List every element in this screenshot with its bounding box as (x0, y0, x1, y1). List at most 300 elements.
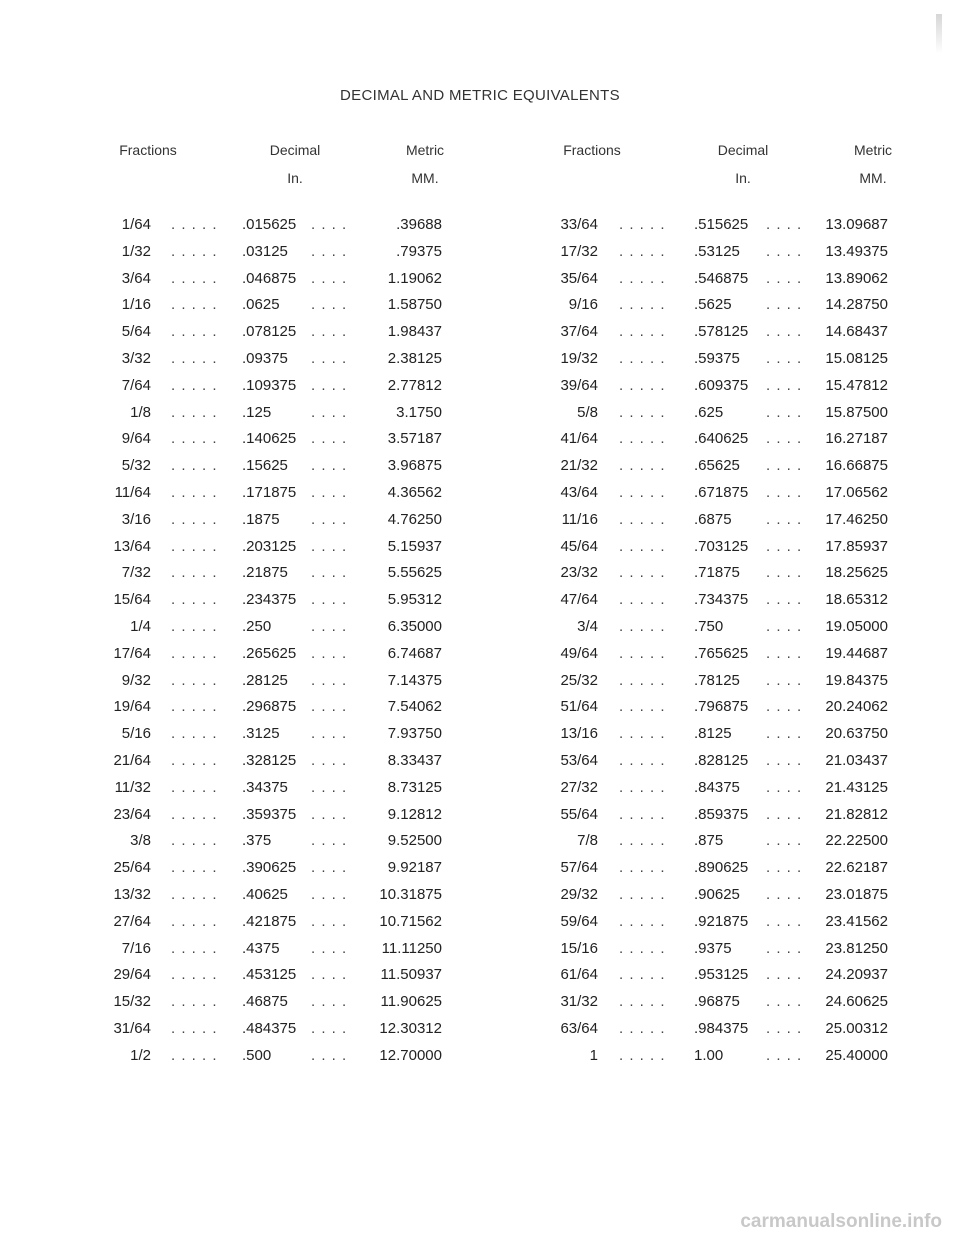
decimal-value: .4375 (242, 939, 280, 957)
table-row (0, 538, 960, 565)
equivalents-table-right (0, 216, 960, 1074)
table-row (0, 832, 960, 859)
leader-dots: . . . . . (619, 430, 666, 448)
fraction-value: 9/64 (121, 430, 151, 448)
leader-dots: . . . . (311, 832, 348, 850)
leader-dots: . . . . . (171, 403, 218, 421)
metric-value: 8.33437 (387, 751, 442, 769)
leader-dots: . . . . . (171, 725, 218, 743)
leader-dots: . . . . (766, 778, 803, 796)
table-row (0, 672, 960, 699)
leader-dots: . . . . (311, 403, 348, 421)
table-row (0, 323, 960, 350)
metric-value: 12.30312 (379, 1019, 442, 1037)
decimal-value: .3125 (242, 725, 280, 743)
leader-dots: . . . . (311, 269, 348, 287)
metric-value: 3.1750 (396, 403, 442, 421)
fraction-value: 13/64 (113, 537, 151, 555)
fraction-value: 57/64 (560, 859, 598, 877)
metric-value: 21.82812 (825, 805, 888, 823)
table-row (0, 377, 960, 404)
table-row (0, 725, 960, 752)
fraction-value: 5/16 (121, 725, 151, 743)
leader-dots: . . . . (311, 510, 348, 528)
leader-dots: . . . . . (619, 296, 666, 314)
metric-value: 6.35000 (387, 617, 442, 635)
fraction-value: 17/32 (560, 242, 598, 260)
metric-value: 13.09687 (825, 216, 888, 233)
leader-dots: . . . . (311, 993, 348, 1011)
metric-value: 13.49375 (825, 242, 888, 260)
fraction-value: 31/32 (560, 993, 598, 1011)
leader-dots: . . . . . (619, 216, 666, 233)
fraction-value: 17/64 (113, 644, 151, 662)
leader-dots: . . . . . (619, 323, 666, 341)
fraction-value: 1 (589, 1046, 598, 1064)
leader-dots: . . . . . (171, 859, 218, 877)
leader-dots: . . . . . (619, 564, 666, 582)
fraction-value: 1/8 (130, 403, 151, 421)
leader-dots: . . . . . (171, 778, 218, 796)
header-decimal-unit-right: In. (735, 170, 751, 186)
metric-value: 4.76250 (387, 510, 442, 528)
leader-dots: . . . . (311, 644, 348, 662)
fraction-value: 7/8 (577, 832, 598, 850)
table-row (0, 350, 960, 377)
leader-dots: . . . . (311, 242, 348, 260)
metric-value: 15.08125 (825, 349, 888, 367)
decimal-value: .15625 (242, 457, 288, 475)
decimal-value: .734375 (694, 591, 749, 609)
fraction-value: 7/16 (121, 939, 151, 957)
fraction-value: 1/4 (130, 617, 151, 635)
decimal-value: .21875 (242, 564, 288, 582)
metric-value: 3.57187 (387, 430, 442, 448)
leader-dots: . . . . (766, 725, 803, 743)
page-title: DECIMAL AND METRIC EQUIVALENTS (340, 87, 620, 104)
leader-dots: . . . . (766, 269, 803, 287)
fraction-value: 21/32 (560, 457, 598, 475)
header-metric-unit-left: MM. (411, 170, 439, 186)
decimal-value: .953125 (694, 966, 749, 984)
leader-dots: . . . . (311, 537, 348, 555)
leader-dots: . . . . . (171, 242, 218, 260)
leader-dots: . . . . . (619, 591, 666, 609)
leader-dots: . . . . (766, 885, 803, 903)
decimal-value: .546875 (694, 269, 749, 287)
table-row (0, 698, 960, 725)
fraction-value: 3/8 (130, 832, 151, 850)
decimal-value: .640625 (694, 430, 749, 448)
fraction-value: 39/64 (560, 376, 598, 394)
metric-value: 15.47812 (825, 376, 888, 394)
fraction-value: 11/64 (114, 483, 151, 501)
fraction-value: 33/64 (560, 216, 598, 233)
decimal-value: .78125 (694, 671, 740, 689)
metric-value: 19.84375 (825, 671, 888, 689)
fraction-value: 15/16 (560, 939, 598, 957)
leader-dots: . . . . (766, 1046, 803, 1064)
leader-dots: . . . . (311, 671, 348, 689)
leader-dots: . . . . . (171, 537, 218, 555)
header-fractions-left: Fractions (119, 142, 177, 158)
fraction-value: 31/64 (113, 1019, 151, 1037)
decimal-value: .90625 (694, 885, 740, 903)
leader-dots: . . . . (766, 349, 803, 367)
leader-dots: . . . . . (171, 805, 218, 823)
metric-value: 4.36562 (387, 483, 442, 501)
decimal-value: .250 (242, 617, 272, 635)
leader-dots: . . . . (766, 698, 803, 716)
decimal-value: .921875 (694, 912, 749, 930)
metric-value: 9.92187 (387, 859, 442, 877)
table-row (0, 940, 960, 967)
decimal-value: .625 (694, 403, 724, 421)
table-row (0, 913, 960, 940)
fraction-value: 61/64 (560, 966, 598, 984)
leader-dots: . . . . . (619, 805, 666, 823)
leader-dots: . . . . . (619, 778, 666, 796)
metric-value: 11.11250 (381, 939, 442, 957)
metric-value: 5.55625 (387, 564, 442, 582)
leader-dots: . . . . (311, 323, 348, 341)
decimal-value: .703125 (694, 537, 749, 555)
leader-dots: . . . . (311, 751, 348, 769)
metric-value: 1.19062 (387, 269, 442, 287)
metric-value: 15.87500 (825, 403, 888, 421)
leader-dots: . . . . (311, 591, 348, 609)
metric-value: 7.14375 (387, 671, 442, 689)
leader-dots: . . . . (766, 376, 803, 394)
decimal-value: .375 (242, 832, 272, 850)
metric-value: 14.28750 (825, 296, 888, 314)
metric-value: 19.05000 (825, 617, 888, 635)
leader-dots: . . . . . (619, 376, 666, 394)
decimal-value: .359375 (242, 805, 297, 823)
decimal-value: .828125 (694, 751, 749, 769)
table-row (0, 430, 960, 457)
leader-dots: . . . . . (171, 296, 218, 314)
fraction-value: 63/64 (560, 1019, 598, 1037)
decimal-value: .515625 (694, 216, 749, 233)
fraction-value: 1/2 (130, 1046, 151, 1064)
leader-dots: . . . . (311, 966, 348, 984)
metric-value: 16.66875 (825, 457, 888, 475)
fraction-value: 9/16 (568, 296, 598, 314)
fraction-value: 25/32 (560, 671, 598, 689)
table-row (0, 993, 960, 1020)
fraction-value: 3/16 (121, 510, 151, 528)
decimal-value: .453125 (242, 966, 297, 984)
decimal-value: .71875 (694, 564, 740, 582)
leader-dots: . . . . . (619, 483, 666, 501)
metric-value: 11.50937 (380, 966, 442, 984)
leader-dots: . . . . . (619, 349, 666, 367)
decimal-value: .796875 (694, 698, 749, 716)
fraction-value: 27/64 (113, 912, 151, 930)
fraction-value: 55/64 (560, 805, 598, 823)
leader-dots: . . . . . (171, 430, 218, 448)
fraction-value: 7/32 (121, 564, 151, 582)
metric-value: 18.65312 (825, 591, 888, 609)
decimal-value: .1875 (242, 510, 280, 528)
metric-value: 7.54062 (387, 698, 442, 716)
fraction-value: 3/32 (121, 349, 151, 367)
decimal-value: .09375 (242, 349, 288, 367)
leader-dots: . . . . (766, 457, 803, 475)
header-decimal-right: Decimal (717, 142, 769, 158)
leader-dots: . . . . . (619, 1019, 666, 1037)
fraction-value: 53/64 (560, 751, 598, 769)
leader-dots: . . . . (311, 617, 348, 635)
decimal-value: .484375 (242, 1019, 297, 1037)
leader-dots: . . . . . (171, 457, 218, 475)
leader-dots: . . . . . (619, 751, 666, 769)
decimal-value: .65625 (694, 457, 740, 475)
fraction-value: 5/32 (121, 457, 151, 475)
metric-value: 20.24062 (825, 698, 888, 716)
metric-value: 8.73125 (387, 778, 442, 796)
leader-dots: . . . . . (171, 885, 218, 903)
decimal-value: 1.00 (694, 1046, 724, 1064)
leader-dots: . . . . (311, 778, 348, 796)
leader-dots: . . . . (311, 1046, 348, 1064)
fraction-value: 9/32 (121, 671, 151, 689)
table-row (0, 1047, 960, 1074)
fraction-value: 19/64 (113, 698, 151, 716)
metric-value: 5.15937 (387, 537, 442, 555)
leader-dots: . . . . . (171, 751, 218, 769)
leader-dots: . . . . (766, 832, 803, 850)
table-row (0, 484, 960, 511)
table-row (0, 243, 960, 270)
leader-dots: . . . . (766, 510, 803, 528)
decimal-value: .03125 (242, 242, 288, 260)
decimal-value: .234375 (242, 591, 297, 609)
leader-dots: . . . . (766, 430, 803, 448)
leader-dots: . . . . (311, 698, 348, 716)
leader-dots: . . . . . (171, 483, 218, 501)
fraction-value: 29/64 (113, 966, 151, 984)
metric-value: 21.03437 (825, 751, 888, 769)
fraction-value: 21/64 (113, 751, 151, 769)
leader-dots: . . . . (311, 483, 348, 501)
leader-dots: . . . . (766, 671, 803, 689)
leader-dots: . . . . . (619, 617, 666, 635)
decimal-value: .140625 (242, 430, 297, 448)
decimal-value: .765625 (694, 644, 749, 662)
metric-value: 24.60625 (825, 993, 888, 1011)
decimal-value: .421875 (242, 912, 297, 930)
decimal-value: .96875 (694, 993, 740, 1011)
leader-dots: . . . . . (171, 698, 218, 716)
header-metric-right: Metric (853, 142, 893, 158)
leader-dots: . . . . (766, 537, 803, 555)
fraction-value: 1/16 (121, 296, 151, 314)
leader-dots: . . . . (766, 216, 803, 233)
leader-dots: . . . . . (619, 859, 666, 877)
decimal-value: .750 (694, 617, 724, 635)
metric-value: 9.52500 (387, 832, 442, 850)
leader-dots: . . . . . (171, 617, 218, 635)
decimal-value: .171875 (242, 483, 297, 501)
table-row (0, 779, 960, 806)
fraction-value: 59/64 (560, 912, 598, 930)
metric-value: 16.27187 (825, 430, 888, 448)
fraction-value: 3/4 (577, 617, 598, 635)
metric-value: 22.62187 (825, 859, 888, 877)
leader-dots: . . . . . (619, 1046, 666, 1064)
metric-value: 17.06562 (825, 483, 888, 501)
leader-dots: . . . . . (171, 912, 218, 930)
leader-dots: . . . . (311, 430, 348, 448)
footer-watermark: carmanualsonline.info (740, 1211, 942, 1232)
metric-value: 2.77812 (387, 376, 442, 394)
leader-dots: . . . . (766, 242, 803, 260)
leader-dots: . . . . (766, 993, 803, 1011)
leader-dots: . . . . . (619, 671, 666, 689)
leader-dots: . . . . (311, 805, 348, 823)
leader-dots: . . . . (766, 912, 803, 930)
fraction-value: 35/64 (560, 269, 598, 287)
leader-dots: . . . . . (619, 242, 666, 260)
leader-dots: . . . . (766, 966, 803, 984)
leader-dots: . . . . (766, 805, 803, 823)
leader-dots: . . . . (766, 591, 803, 609)
leader-dots: . . . . (311, 349, 348, 367)
leader-dots: . . . . . (171, 269, 218, 287)
table-row (0, 404, 960, 431)
table-row (0, 806, 960, 833)
leader-dots: . . . . . (171, 591, 218, 609)
leader-dots: . . . . (311, 939, 348, 957)
leader-dots: . . . . . (619, 939, 666, 957)
leader-dots: . . . . . (171, 323, 218, 341)
leader-dots: . . . . (311, 1019, 348, 1037)
decimal-value: .6875 (694, 510, 732, 528)
metric-value: 1.58750 (387, 296, 442, 314)
table-row (0, 859, 960, 886)
decimal-value: .59375 (694, 349, 740, 367)
header-decimal-unit-left: In. (287, 170, 303, 186)
table-row (0, 296, 960, 323)
fraction-value: 3/64 (121, 269, 151, 287)
leader-dots: . . . . (311, 885, 348, 903)
leader-dots: . . . . . (619, 698, 666, 716)
fraction-value: 13/32 (113, 885, 151, 903)
fraction-value: 45/64 (560, 537, 598, 555)
metric-value: 14.68437 (825, 323, 888, 341)
decimal-value: .109375 (242, 376, 297, 394)
metric-value: 24.20937 (825, 966, 888, 984)
metric-value: 10.71562 (379, 912, 442, 930)
metric-value: 13.89062 (825, 269, 888, 287)
fraction-value: 15/32 (113, 993, 151, 1011)
leader-dots: . . . . . (171, 349, 218, 367)
leader-dots: . . . . . (171, 564, 218, 582)
fraction-value: 25/64 (113, 859, 151, 877)
leader-dots: . . . . (766, 564, 803, 582)
metric-value: 18.25625 (825, 564, 888, 582)
leader-dots: . . . . (766, 617, 803, 635)
decimal-value: .296875 (242, 698, 297, 716)
metric-value: 17.46250 (825, 510, 888, 528)
table-row (0, 216, 960, 243)
leader-dots: . . . . (766, 483, 803, 501)
fraction-value: 27/32 (560, 778, 598, 796)
leader-dots: . . . . (311, 725, 348, 743)
decimal-value: .0625 (242, 296, 280, 314)
leader-dots: . . . . . (619, 832, 666, 850)
leader-dots: . . . . . (171, 832, 218, 850)
decimal-value: .53125 (694, 242, 740, 260)
header-fractions-right: Fractions (563, 142, 621, 158)
decimal-value: .671875 (694, 483, 749, 501)
metric-value: 21.43125 (825, 778, 888, 796)
header-metric-unit-right: MM. (859, 170, 887, 186)
fraction-value: 43/64 (560, 483, 598, 501)
metric-value: 7.93750 (387, 725, 442, 743)
table-row (0, 511, 960, 538)
decimal-value: .40625 (242, 885, 288, 903)
decimal-value: .078125 (242, 323, 297, 341)
fraction-value: 1/64 (121, 216, 151, 233)
decimal-value: .9375 (694, 939, 732, 957)
fraction-value: 7/64 (121, 376, 151, 394)
leader-dots: . . . . (766, 859, 803, 877)
metric-value: 11.90625 (380, 993, 442, 1011)
decimal-value: .609375 (694, 376, 749, 394)
leader-dots: . . . . . (619, 537, 666, 555)
decimal-value: .015625 (242, 216, 297, 233)
leader-dots: . . . . (311, 376, 348, 394)
fraction-value: 11/32 (114, 778, 151, 796)
metric-value: 25.00312 (825, 1019, 888, 1037)
table-row (0, 457, 960, 484)
leader-dots: . . . . (311, 457, 348, 475)
leader-dots: . . . . (766, 939, 803, 957)
metric-value: 3.96875 (387, 457, 442, 475)
leader-dots: . . . . . (171, 510, 218, 528)
metric-value: 19.44687 (825, 644, 888, 662)
fraction-value: 1/32 (121, 242, 151, 260)
metric-value: 22.22500 (825, 832, 888, 850)
header-metric-left: Metric (405, 142, 445, 158)
leader-dots: . . . . . (619, 725, 666, 743)
leader-dots: . . . . . (171, 1046, 218, 1064)
decimal-value: .390625 (242, 859, 297, 877)
metric-value: 10.31875 (379, 885, 442, 903)
leader-dots: . . . . . (171, 939, 218, 957)
decimal-value: .265625 (242, 644, 297, 662)
leader-dots: . . . . . (171, 993, 218, 1011)
decimal-value: .5625 (694, 296, 732, 314)
metric-value: 6.74687 (387, 644, 442, 662)
decimal-value: .875 (694, 832, 724, 850)
decimal-value: .84375 (694, 778, 740, 796)
metric-value: 25.40000 (825, 1046, 888, 1064)
leader-dots: . . . . . (171, 216, 218, 233)
decimal-value: .8125 (694, 725, 732, 743)
leader-dots: . . . . . (171, 1019, 218, 1037)
fraction-value: 47/64 (560, 591, 598, 609)
table-row (0, 1020, 960, 1047)
header-decimal-left: Decimal (269, 142, 321, 158)
metric-value: .39688 (396, 216, 442, 233)
metric-value: 17.85937 (825, 537, 888, 555)
leader-dots: . . . . (766, 1019, 803, 1037)
table-row (0, 966, 960, 993)
